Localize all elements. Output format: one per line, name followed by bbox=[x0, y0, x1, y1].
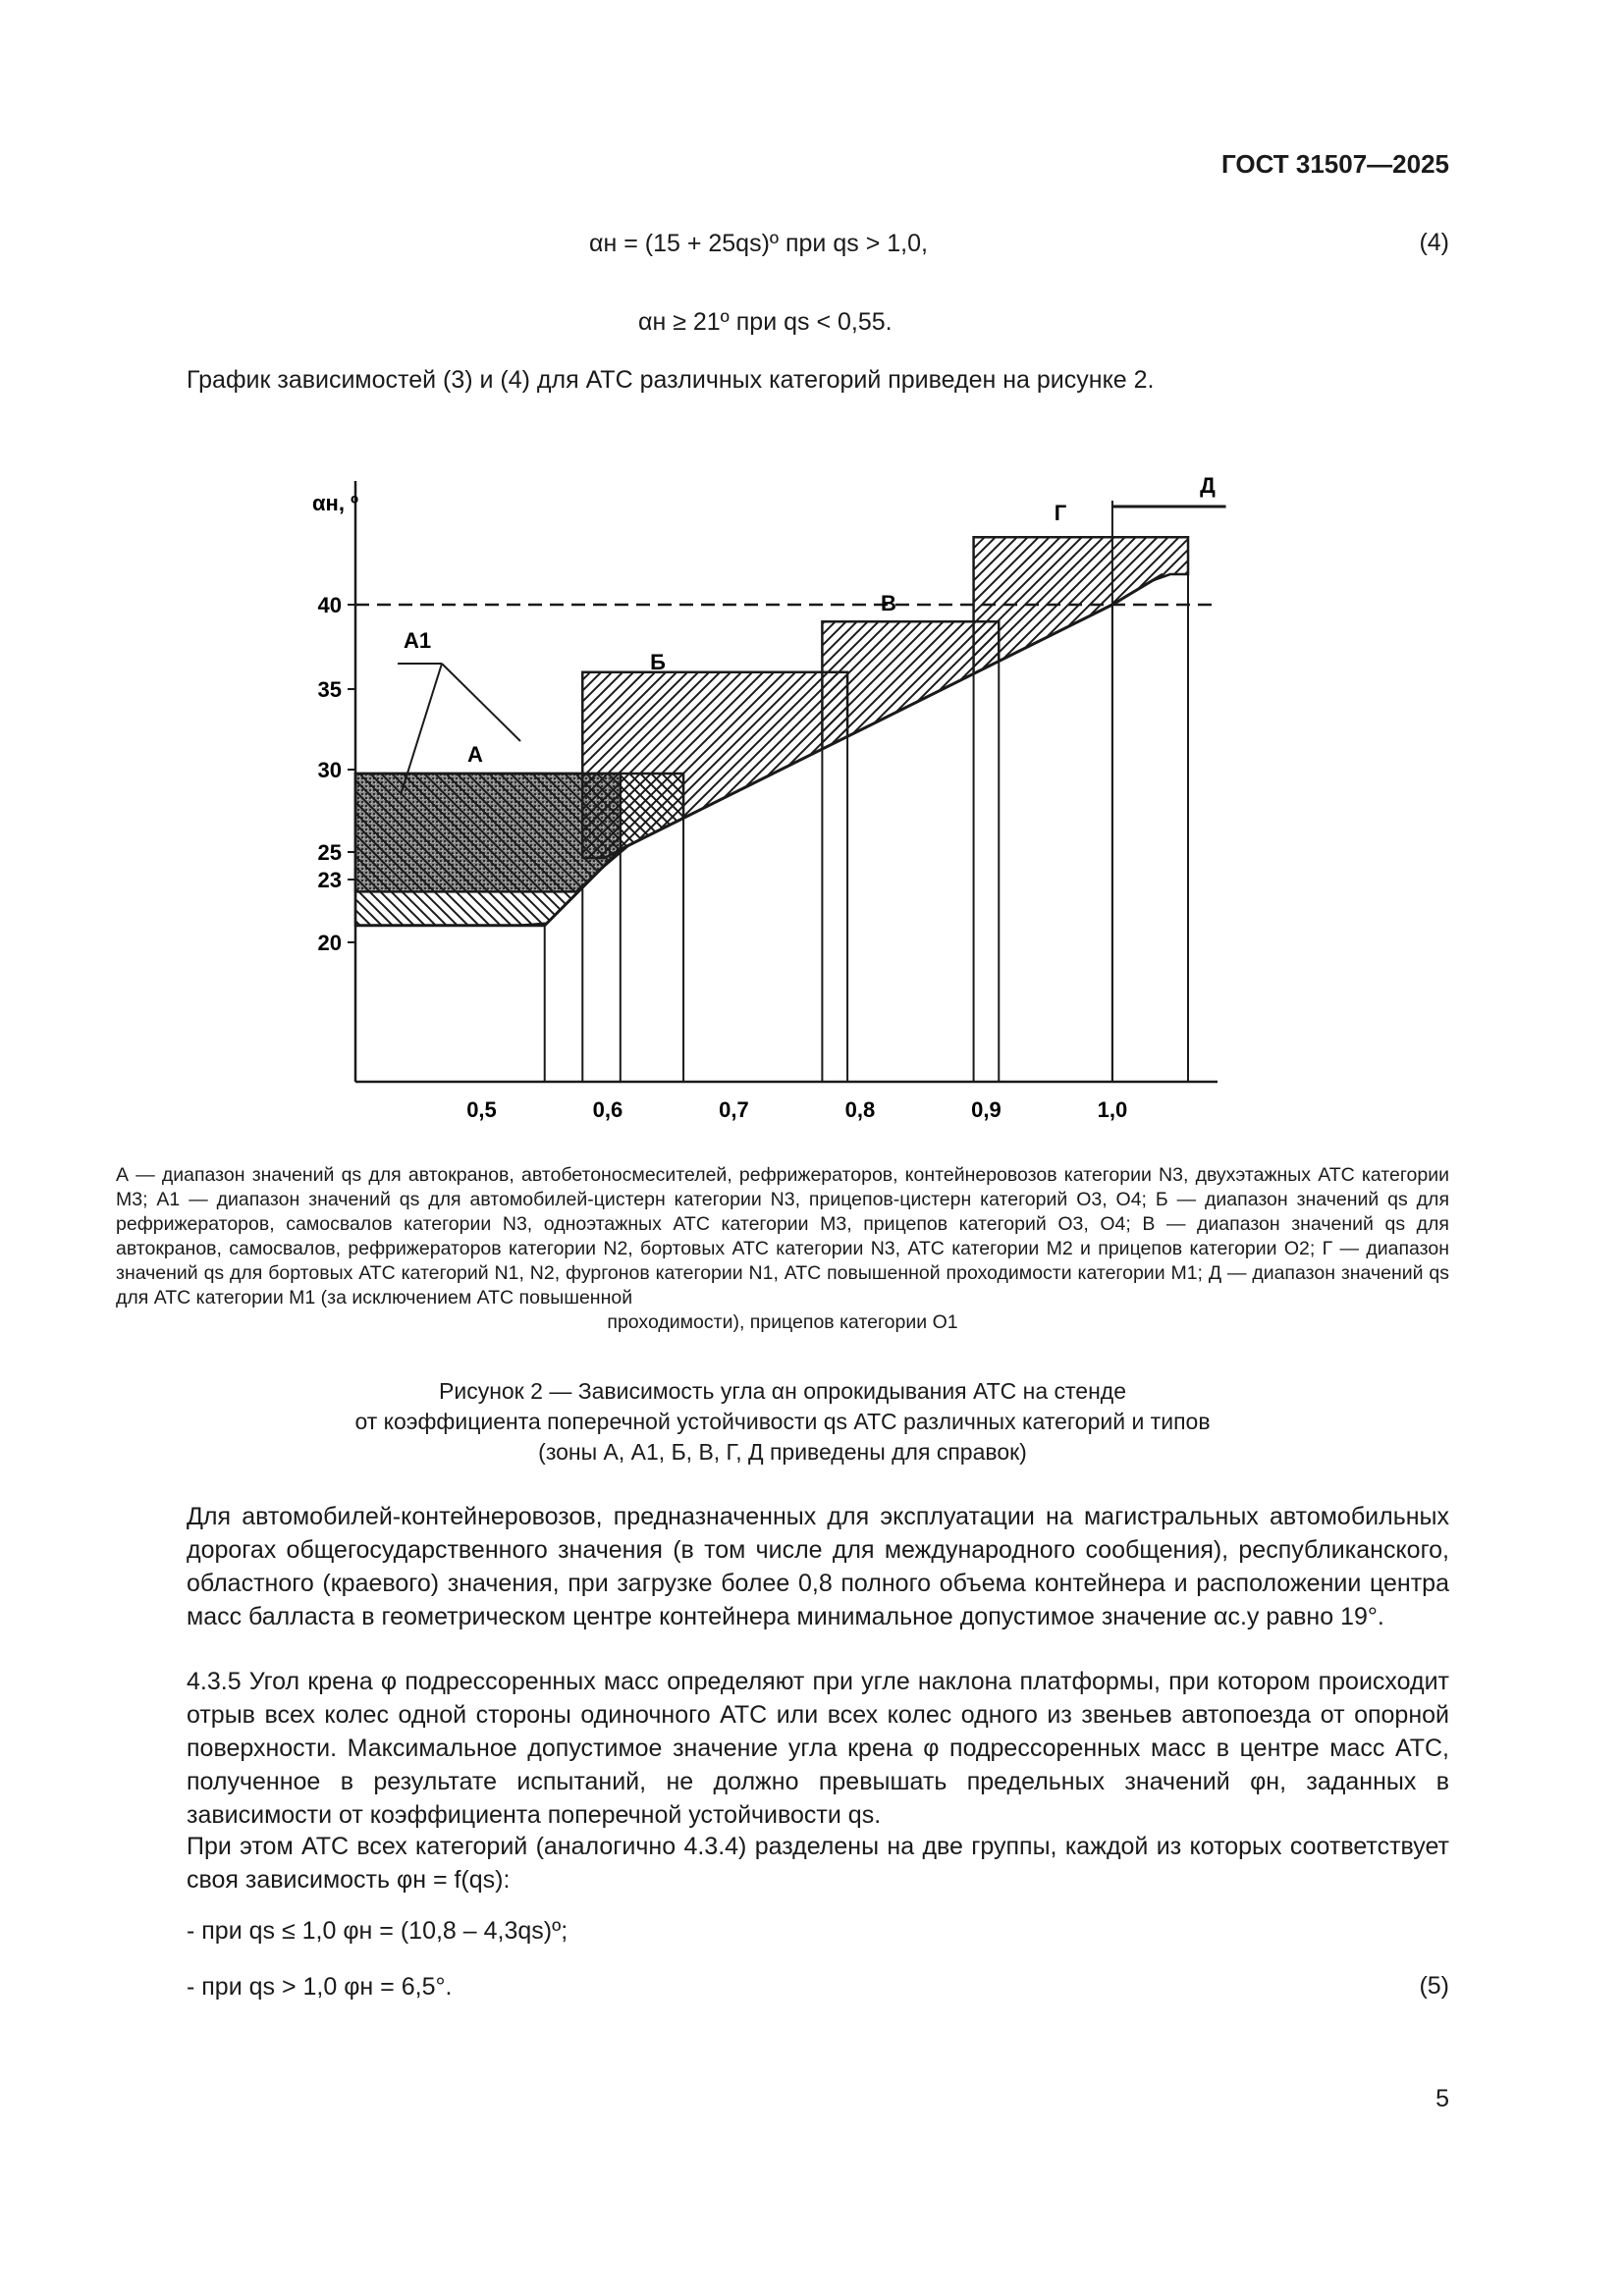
zone-label-Г: Г bbox=[1054, 501, 1067, 525]
body-paragraph-2 bbox=[187, 1665, 1449, 1832]
x-tick-label: 0,6 bbox=[592, 1097, 623, 1122]
formula-5-number: (5) bbox=[1419, 1972, 1449, 2000]
y-tick-label: 30 bbox=[317, 758, 342, 782]
formula-4-number: (4) bbox=[1419, 229, 1449, 256]
body-paragraph-1 bbox=[187, 1500, 1449, 1633]
zone-label-В: В bbox=[881, 591, 896, 615]
zone-label-А: А bbox=[467, 742, 483, 767]
figure-caption-line-1: Рисунок 2 — Зависимость угла αн опрокидывания АТС на стенде bbox=[439, 1378, 1126, 1404]
y-tick-label: 25 bbox=[317, 840, 342, 865]
list-item-2: - при qs > 1,0 φн = 6,5°. bbox=[187, 1973, 453, 2001]
zone-В bbox=[822, 621, 999, 749]
document-id: ГОСТ 31507—2025 bbox=[1221, 149, 1449, 179]
zone-label-А1: А1 bbox=[403, 628, 432, 653]
list-item-1: - при qs ≤ 1,0 φн = (10,8 – 4,3qs)º; bbox=[187, 1917, 568, 1945]
page-number: 5 bbox=[1435, 2085, 1449, 2112]
zone-Б bbox=[582, 672, 847, 858]
y-axis-label: αн, º bbox=[312, 491, 359, 515]
stability-chart bbox=[295, 471, 1257, 1139]
zone-label-Б: Б bbox=[650, 650, 666, 674]
legend-paragraph: А — диапазон значений qs для автокранов, автобетоносмесителей, рефрижераторов, контейнеровозов категории N3, двухэтажных АТС категории M3; А1 — диапазон значений qs для автомобилей-цистерн категории N3, прицепов-цистерн категорий O3, O4; Б — диапазон значений qs для рефрижераторов, самосвалов категории N3, одноэтажных АТС категории M3, прицепов категорий O3, O4; В — диапазон значений qs для автокранов, самосвалов, рефрижераторов категории N2, бортовых АТС категории N3, АТС категории M2 и прицепов категории O2; Г — диапазон значений qs для бортовых АТС категорий N1, N2, фургонов категории N1, АТС повышенной проходимости категории M1; Д — диапазон значений qs для АТС категории M1 (за исключением АТС повышенной bbox=[116, 1164, 1449, 1308]
intro-paragraph: График зависимостей (3) и (4) для АТС различных категорий приведен на рисунке 2. bbox=[187, 366, 1155, 394]
x-tick-label: 0,9 bbox=[971, 1097, 1001, 1122]
y-tick-label: 23 bbox=[317, 868, 342, 892]
figure-caption-line-2: от коэффициента поперечной устойчивости qs АТС различных категорий и типов bbox=[354, 1409, 1211, 1434]
formula-4-line-1: αн = (15 + 25qs)º при qs > 1,0, bbox=[589, 230, 928, 257]
zones-layer bbox=[355, 537, 1188, 926]
body-paragraph-2-text: 4.3.5 Угол крена φ подрессоренных масс определяют при угле наклона платформы, при котором происходит отрыв всех колес одной стороны одиночного АТС или всех колес одного из звеньев автопоезда от опорной поверхности. Максимальное допустимое значение угла крена φ подрессоренных масс в центре масс АТС, полученное в результате испытаний, не должно превышать предельных значений φн, заданных в зависимости от коэффициента поперечной устойчивости qs. bbox=[187, 1668, 1449, 1829]
x-tick-label: 0,7 bbox=[719, 1097, 749, 1122]
x-tick-label: 1,0 bbox=[1097, 1097, 1128, 1122]
y-tick-label: 20 bbox=[317, 931, 342, 955]
figure-caption-line-3: (зоны А, А1, Б, В, Г, Д приведены для справок) bbox=[538, 1439, 1027, 1465]
zone-label-Д: Д bbox=[1200, 473, 1216, 498]
body-paragraph-1-text: Для автомобилей-контейнеровозов, предназначенных для эксплуатации на магистральных автомобильных дорогах общегосударственного значения (в том числе для международного сообщения), республиканского, областного (краевого) значения, при загрузке более 0,8 полного объема контейнера и расположении центра масс балласта в геометрическом центре контейнера минимальное допустимое значение αс.у равно 19°. bbox=[187, 1503, 1449, 1630]
x-tick-label: 0,8 bbox=[844, 1097, 876, 1122]
figure-legend bbox=[116, 1163, 1449, 1310]
y-tick-label: 40 bbox=[317, 593, 342, 617]
body-paragraph-3 bbox=[187, 1830, 1449, 1896]
legend-last-line: проходимости), прицепов категории O1 bbox=[607, 1311, 958, 1333]
x-tick-label: 0,5 bbox=[466, 1097, 497, 1122]
a1-leader-2 bbox=[442, 664, 520, 741]
formula-4-line-2: αн ≥ 21º при qs < 0,55. bbox=[638, 308, 893, 336]
y-tick-label: 35 bbox=[317, 677, 342, 702]
body-paragraph-3-text: При этом АТС всех категорий (аналогично 4.3.4) разделены на две группы, каждой из которых соответствует своя зависимость φн = f(qs): bbox=[187, 1833, 1449, 1894]
